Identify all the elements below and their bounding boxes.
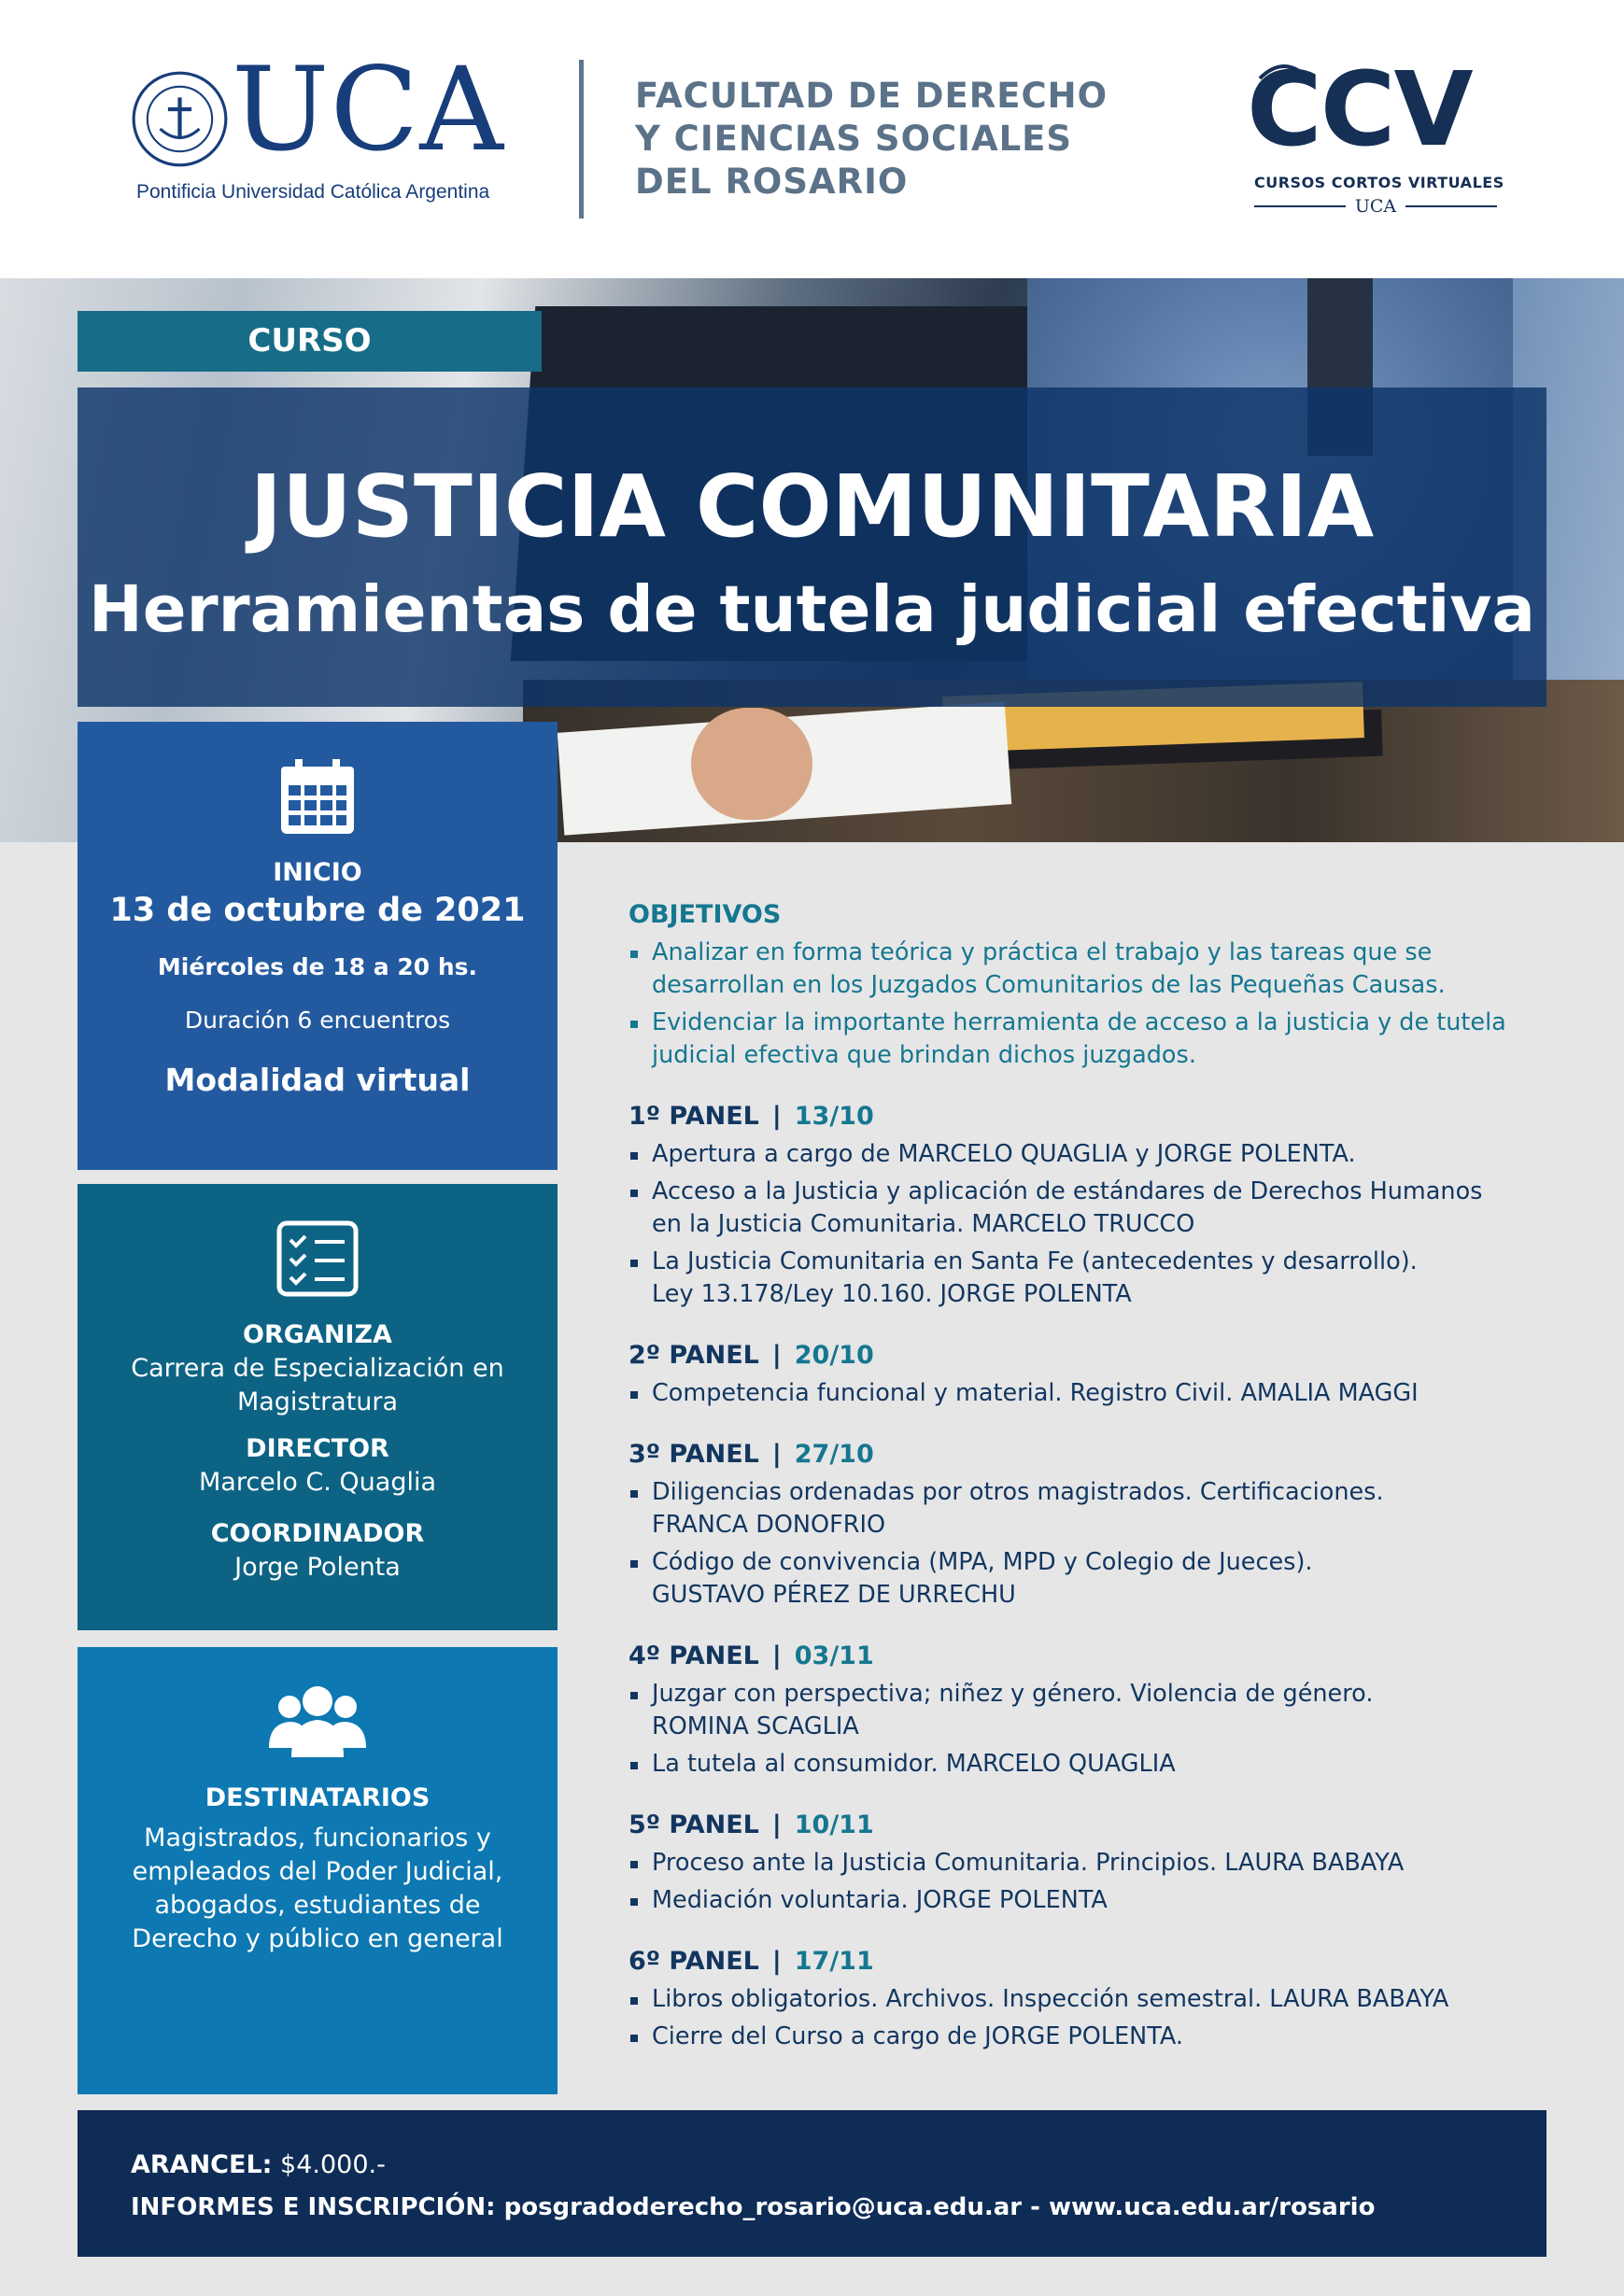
page-title: JUSTICIA COMUNITARIA [249,457,1375,556]
panel-heading [628,1339,1562,1373]
uca-logo[interactable] [131,43,523,215]
list-item-line: GUSTAVO PÉREZ DE URRECHU [652,1581,1016,1609]
panel-items [628,1983,1562,2053]
arancel-line [131,2148,386,2182]
arancel-value: $4.000.- [280,2150,386,2179]
panel-section [628,1945,1562,2053]
panel-section [628,1809,1562,1917]
director-name: Marcelo C. Quaglia [198,1468,437,1497]
list-item-line: FRANCA DONOFRIO [652,1511,886,1539]
panel-label: 5º PANEL [628,1810,759,1839]
panel-date: 10/11 [794,1810,874,1839]
list-item-line: Juzgar con perspectiva; niñez y género. Violencia de género. [652,1680,1374,1708]
start-date: 13 de octubre de 2021 [109,892,526,929]
inicio-box [78,722,558,1170]
informes-line[interactable]: INFORMES E INSCRIPCIÓN: posgradoderecho_rosario@uca.edu.ar - www.uca.edu.ar/rosario [131,2193,1376,2221]
list-item [628,937,1562,1002]
panel-date: 03/11 [794,1641,874,1670]
list-item-line: Acceso a la Justicia y aplicación de estándares de Derechos Humanos [652,1177,1483,1205]
panel-label: 2º PANEL [628,1341,759,1370]
list-item [628,1884,1562,1917]
panel-heading [628,1438,1562,1472]
duration-text: Duración 6 encuentros [184,1007,451,1034]
panel-separator: | [771,1641,782,1670]
panel-heading [628,1945,1562,1979]
panel-separator: | [771,1341,782,1370]
list-item-line: La tutela al consumidor. MARCELO QUAGLIA [652,1750,1176,1778]
panel-items [628,1476,1562,1612]
page-subtitle: Herramientas de tutela judicial efectiva [89,572,1535,647]
panel-section [628,1100,1562,1311]
list-item [628,1476,1562,1542]
panel-date: 17/11 [794,1947,874,1976]
organiza-box [78,1184,558,1630]
panel-date: 27/10 [794,1440,874,1469]
panel-section [628,1339,1562,1410]
faculty-line: FACULTAD DE DERECHO [635,76,1109,116]
ccv-subtitle: CURSOS CORTOS VIRTUALES [1254,174,1504,191]
list-item-line: Cierre del Curso a cargo de JORGE POLENTA. [652,2022,1183,2050]
ccv-logo[interactable] [1247,49,1508,226]
director-label: DIRECTOR [246,1434,389,1463]
list-item-line: Apertura a cargo de MARCELO QUAGLIA y JORGE POLENTA. [652,1140,1356,1168]
panel-separator: | [771,1947,782,1976]
panel-items [628,1377,1562,1410]
panels-list [628,1100,1562,2053]
group-icon [267,1683,368,1759]
hand-shape [691,708,812,820]
ccv-uca-text: UCA [1354,196,1397,217]
panel-label: 3º PANEL [628,1440,759,1469]
panel-separator: | [771,1440,782,1469]
footer [78,2110,1546,2257]
program-content [628,898,1562,2053]
divider-line [1405,205,1497,207]
checklist-icon [275,1219,360,1298]
destinatarios-label: DESTINATARIOS [205,1783,431,1812]
list-item-line: desarrollan en los Juzgados Comunitarios de las Pequeñas Causas. [652,971,1446,999]
list-item [628,1983,1562,2016]
schedule-text: Miércoles de 18 a 20 hs. [157,953,478,980]
list-item-line: judicial efectiva que brindan dichos juzgados. [652,1041,1196,1069]
panel-date: 13/10 [794,1102,874,1131]
list-item-line: ROMINA SCAGLIA [652,1712,859,1740]
list-item [628,1138,1562,1171]
list-item-line: Analizar en forma teórica y práctica el trabajo y las tareas que se [652,938,1433,966]
list-item-line: Ley 13.178/Ley 10.160. JORGE POLENTA [652,1280,1132,1308]
list-item [628,1176,1562,1241]
course-tag [78,311,542,372]
list-item [628,1246,1562,1311]
panel-label: 1º PANEL [628,1102,759,1131]
coordinador-label: COORDINADOR [210,1519,425,1548]
panel-label: 6º PANEL [628,1947,759,1976]
panel-heading [628,1809,1562,1842]
ccv-logo-text: CCV [1247,49,1472,169]
panel-heading [628,1640,1562,1673]
destinatarios-line: Magistrados, funcionarios y [144,1824,491,1852]
panel-separator: | [771,1810,782,1839]
objetivos-heading: OBJETIVOS [628,900,782,929]
inicio-label: INICIO [273,858,362,887]
list-item [628,1847,1562,1880]
header-divider [579,60,584,218]
list-item [628,1546,1562,1612]
list-item [628,2021,1562,2053]
destinatarios-box [78,1647,558,2094]
list-item-line: Código de convivencia (MPA, MPD y Colegio de Jueces). [652,1548,1313,1576]
list-item-line: Diligencias ordenadas por otros magistrados. Certificaciones. [652,1478,1384,1506]
panel-separator: | [771,1102,782,1131]
coordinador-name: Jorge Polenta [234,1553,401,1582]
destinatarios-line: abogados, estudiantes de [154,1891,481,1920]
list-item-line: Evidenciar la importante herramienta de acceso a la justicia y de tutela [652,1008,1506,1036]
header [0,0,1624,278]
panel-section [628,1438,1562,1612]
panel-section [628,1640,1562,1781]
calendar-icon [278,759,357,838]
panel-items [628,1678,1562,1781]
panel-date: 20/10 [794,1341,874,1370]
uca-seal-icon [131,70,229,168]
destinatarios-line: Derecho y público en general [132,1924,503,1953]
arancel-label: ARANCEL: [131,2150,273,2179]
list-item-line: Competencia funcional y material. Registro Civil. AMALIA MAGGI [652,1379,1419,1407]
modality-text: Modalidad virtual [164,1062,471,1098]
divider-line [1254,205,1346,207]
objetivos-list [628,937,1562,1072]
panel-label: 4º PANEL [628,1641,759,1670]
list-item-line: La Justicia Comunitaria en Santa Fe (antecedentes y desarrollo). [652,1247,1418,1275]
panel-items [628,1847,1562,1917]
title-box [78,387,1546,707]
uca-logo-text: UCA [232,43,504,177]
course-tag-label: CURSO [247,322,372,359]
organiza-line: Magistratura [236,1387,399,1416]
destinatarios-line: empleados del Poder Judicial, [132,1857,503,1886]
ccv-uca-row [1254,194,1497,218]
faculty-title [635,75,1158,204]
list-item [628,1678,1562,1743]
list-item [628,1007,1562,1072]
panel-heading [628,1100,1562,1134]
organiza-label: ORGANIZA [243,1320,392,1349]
panel-items [628,1138,1562,1311]
list-item-line: Mediación voluntaria. JORGE POLENTA [652,1886,1108,1914]
list-item-line: en la Justicia Comunitaria. MARCELO TRUCCO [652,1210,1195,1238]
faculty-line: Y CIENCIAS SOCIALES [635,119,1073,159]
list-item-line: Proceso ante la Justicia Comunitaria. Principios. LAURA BABAYA [652,1849,1405,1877]
list-item [628,1748,1562,1781]
list-item-line: Libros obligatorios. Archivos. Inspección semestral. LAURA BABAYA [652,1985,1449,2013]
organiza-line: Carrera de Especialización en [131,1354,504,1383]
uca-subtitle: Pontificia Universidad Católica Argentina [136,181,490,203]
list-item [628,1377,1562,1410]
faculty-line: DEL ROSARIO [635,162,909,202]
